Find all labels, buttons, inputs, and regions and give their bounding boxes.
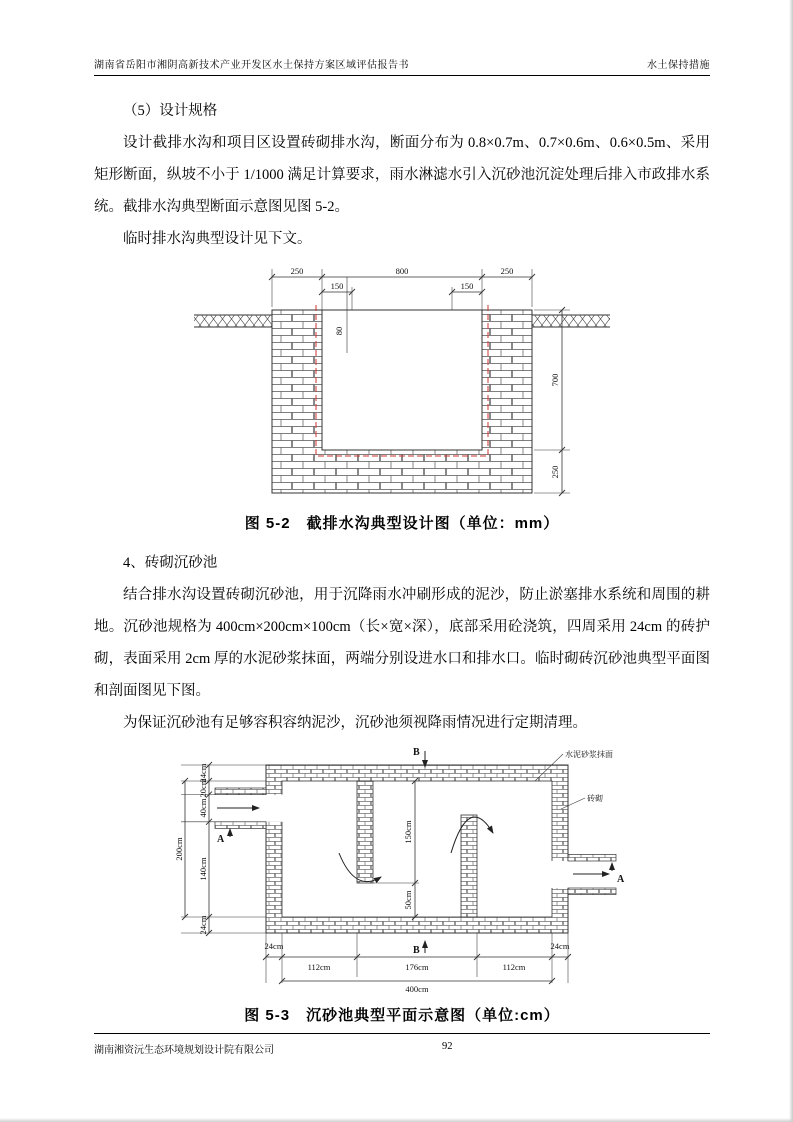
dim-wall-top: 24cm [198,763,208,783]
dim-base: 250 [550,465,560,479]
dim-overall-length: 400cm [405,984,429,994]
dim-seg-right: 112cm [502,962,526,972]
figure-5-3-drawing [167,741,637,995]
document-body [94,95,710,1025]
figure-5-3-caption: 图 5-3 沉砂池典型平面示意图（单位:cm） [244,1007,560,1024]
footer-company-name: 湖南湘资沅生态环境规划设计院有限公司 [94,1045,274,1056]
dim-offset: 20cm [198,778,208,798]
dim-wall-left: 24cm [264,941,284,951]
header-section-name: 水土保持措施 [647,60,710,71]
section-marker-a-right: A [617,874,625,885]
paragraph-cleaning-note: 为保证沉砂池有足够容积容纳泥沙，沉砂池须视降雨情况进行定期清理。 [123,715,587,731]
dim-inlet-width: 40cm [198,798,208,818]
baffle-wall-2 [461,815,477,917]
dim-wall-right: 24cm [550,941,570,951]
figure-5-2-drawing [182,265,622,503]
dim-channel-width: 800 [395,266,409,276]
figure-5-2-caption: 图 5-2 截排水沟典型设计图（单位：mm） [244,515,560,532]
section-marker-a-left: A [217,834,225,845]
note-brick-masonry: 砖砌 [587,794,603,803]
section4-heading: 4、砖砌沉砂池 [123,555,218,571]
section-marker-b-bottom: B [413,945,420,956]
paragraph-temporary-ditch: 临时排水沟典型设计见下文。 [123,231,312,247]
header-report-title: 湖南省岳阳市湘阴高新技术产业开发区水土保持方案区域评估报告书 [94,60,409,71]
dim-baffle-length: 150cm [403,820,413,844]
paragraph-sediment-basin: 结合排水沟设置砖砌沉砂池，用于沉降雨水冲刷形成的泥沙，防止淤塞排水系统和周围的耕地。沉砂池规格为 400cm×200cm×100cm（长×宽×深），底部采用砼浇筑，四周采用 24cm 的砖护砌，表面采用 2cm 厚的水泥砂浆抹面，两端分别设进水口和排水口。临时砌砖沉砂池典型平面图和剖面图见下图。 [94,587,710,699]
dim-inner: 80 [334,326,344,336]
figure-5-2 [94,265,710,533]
dim-depth: 700 [550,373,560,387]
dim-seg-mid: 176cm [405,962,429,972]
section5-heading: （5）设计规格 [123,103,218,119]
top-dimensions [269,266,535,310]
dim-wall-left: 250 [290,266,304,276]
dim-lining-left: 150 [330,281,344,291]
right-dimensions [534,307,570,496]
dim-side: 140cm [198,857,208,881]
dim-lining-right: 150 [460,281,474,291]
figure-5-3 [94,741,710,1025]
dim-seg-left: 112cm [307,962,331,972]
page-header [94,56,710,76]
note-mortar-finish: 水泥砂浆抹面 [565,750,613,759]
dim-gap: 50cm [403,890,413,910]
dim-wall-bottom: 24cm [198,915,208,935]
dim-wall-right: 250 [500,266,514,276]
ditch-masonry [272,305,532,493]
section-marker-b-top: B [413,747,420,758]
paragraph-drainage-design: 设计截排水沟和项目区设置砖砌排水沟，断面分布为 0.8×0.7m、0.7×0.6m、0.6×0.5m、采用矩形断面，纵坡不小于 1/1000 满足计算要求，雨水淋滤水引入沉砂池沉淀处理后排入市政排水系统。截排水沟典型断面示意图见图 5-2。 [94,135,710,215]
basin-masonry [266,765,568,933]
baffle-wall-1 [357,781,373,883]
page-number: 92 [442,1041,453,1052]
page-footer [94,1033,710,1056]
bottom-dimensions [263,933,571,994]
dim-overall-height: 200cm [174,837,184,861]
